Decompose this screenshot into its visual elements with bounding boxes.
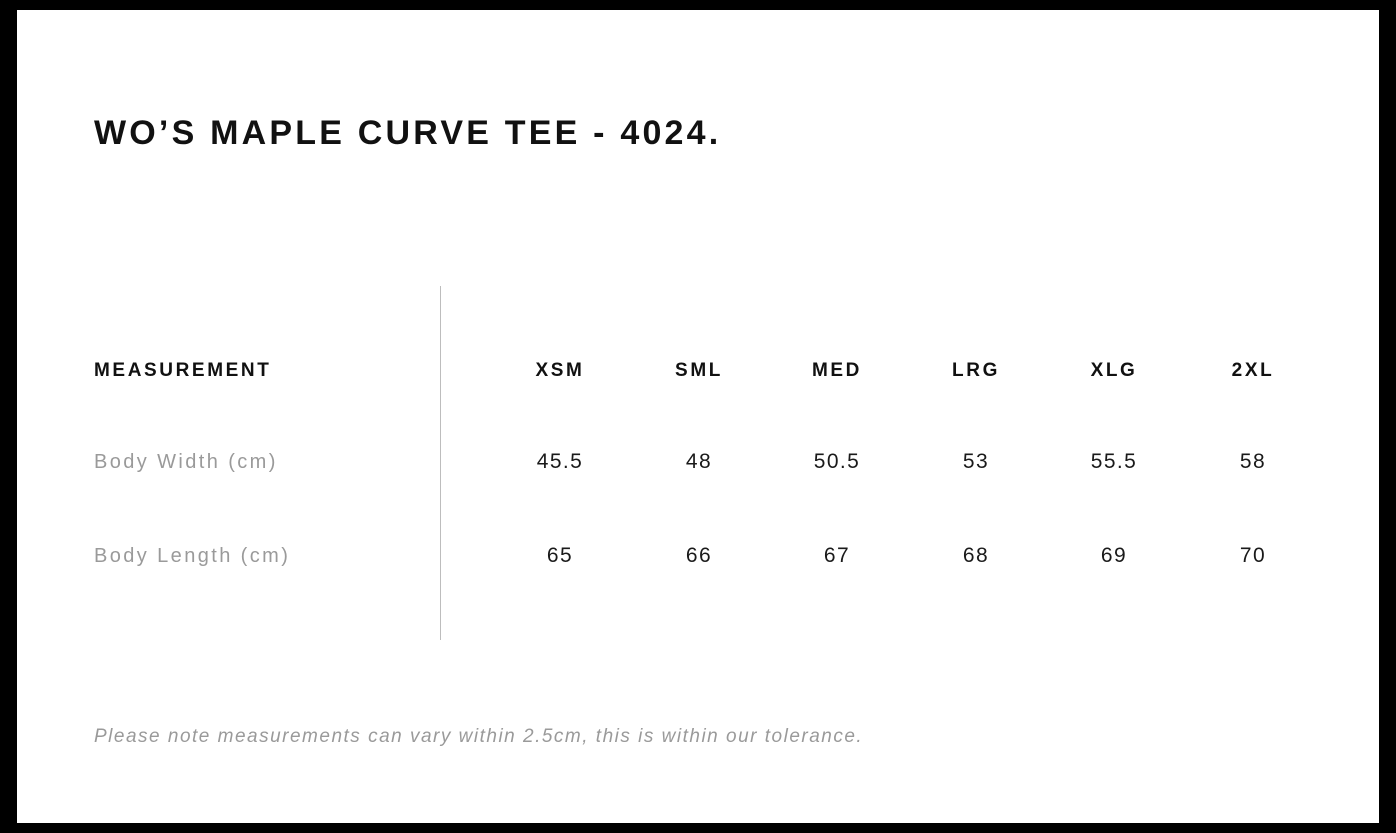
size-chart-page xyxy=(17,10,1379,823)
column-header-xlg: XLG xyxy=(1090,360,1138,381)
cell-body-width-sml: 48 xyxy=(685,450,713,473)
table-row xyxy=(17,442,1379,482)
cell-body-length-lrg: 68 xyxy=(962,544,990,567)
cell-body-length-xsm: 65 xyxy=(546,544,574,567)
table-row xyxy=(17,536,1379,576)
cell-body-length-sml: 66 xyxy=(685,544,713,567)
table-header-row xyxy=(17,351,1379,391)
cell-body-length-med: 67 xyxy=(823,544,851,567)
row-label-body-length: Body Length (cm) xyxy=(94,545,291,567)
cell-body-width-lrg: 53 xyxy=(962,450,990,473)
cell-body-width-xlg: 55.5 xyxy=(1090,450,1138,473)
column-header-xsm: XSM xyxy=(535,360,585,381)
cell-body-width-2xl: 58 xyxy=(1239,450,1267,473)
column-header-med: MED xyxy=(811,360,863,381)
column-header-2xl: 2XL xyxy=(1231,360,1275,381)
cell-body-length-2xl: 70 xyxy=(1239,544,1267,567)
cell-body-width-med: 50.5 xyxy=(813,450,861,473)
cell-body-width-xsm: 45.5 xyxy=(536,450,584,473)
size-chart-table xyxy=(17,10,1379,823)
column-header-sml: SML xyxy=(675,360,723,381)
column-header-lrg: LRG xyxy=(952,360,1000,381)
page-title: WO’S MAPLE CURVE TEE - 4024. xyxy=(94,114,722,152)
row-label-body-width: Body Width (cm) xyxy=(94,451,278,473)
cell-body-length-xlg: 69 xyxy=(1100,544,1128,567)
tolerance-note: Please note measurements can vary within 2.5cm, this is within our tolerance. xyxy=(94,726,864,747)
column-header-measurement: MEASUREMENT xyxy=(94,360,272,381)
